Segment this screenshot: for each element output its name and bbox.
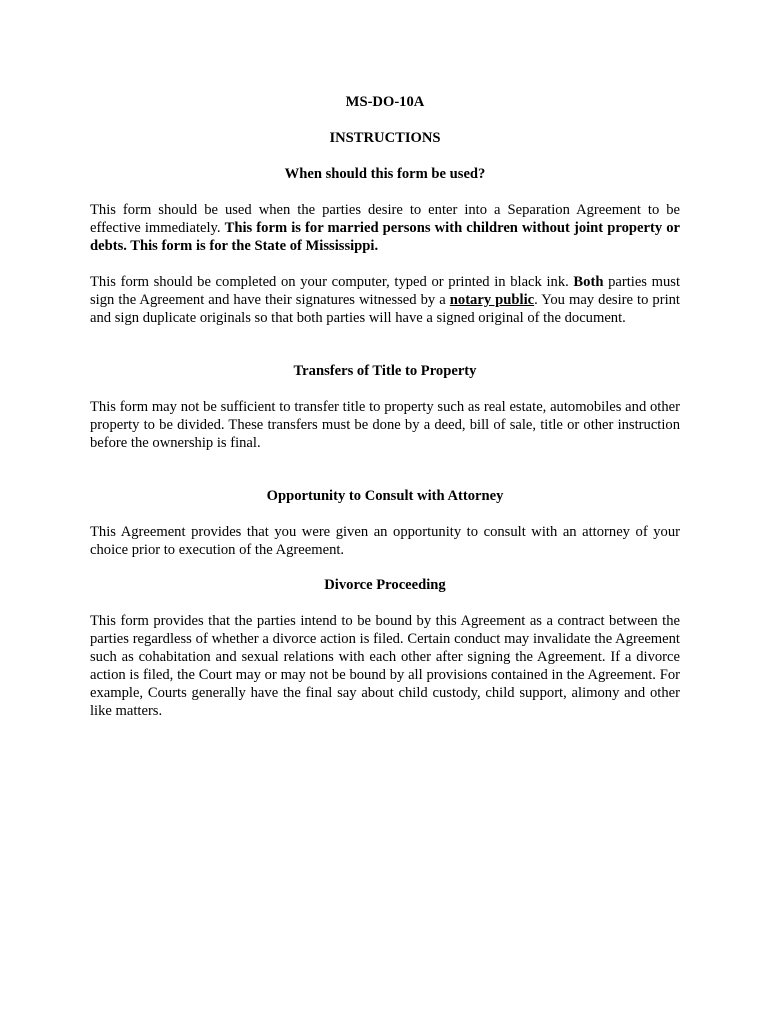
paragraph-completion <box>90 273 680 327</box>
paragraph-text: This form should be used when the parties desire to enter into a Separation Agreement to be effective immediately. <box>90 202 680 236</box>
paragraph-text: . You may desire to print and sign duplicate originals so that both parties will have a signed original of the document. <box>90 292 680 326</box>
paragraph-when-used <box>90 201 680 255</box>
section-heading-transfers: Transfers of Title to Property <box>293 363 477 379</box>
paragraph-bold-text: Both <box>573 274 604 290</box>
section-heading-attorney: Opportunity to Consult with Attorney <box>266 488 504 504</box>
form-id-title: MS-DO-10A <box>345 94 425 110</box>
paragraph-transfers: This form may not be sufficient to transfer title to property such as real estate, automobiles and other property to be divided. These transfers must be done by a deed, bill of sale, title or other instruction before the ownership is final. <box>90 399 680 451</box>
section-heading-divorce: Divorce Proceeding <box>324 577 446 593</box>
section-heading-when-used: When should this form be used? <box>284 166 486 182</box>
instructions-heading: INSTRUCTIONS <box>329 130 441 146</box>
notary-public-text: notary public <box>449 292 535 308</box>
paragraph-attorney: This Agreement provides that you were given an opportunity to consult with an attorney of your choice prior to execution of the Agreement. <box>90 524 680 558</box>
paragraph-bold-text: This form is for married persons with children without joint property or debts. This form is for the State of Mississippi. <box>90 220 680 254</box>
paragraph-text: parties must sign the Agreement and have their signatures witnessed by a <box>90 274 680 308</box>
paragraph-text: This form should be completed on your computer, typed or printed in black ink. <box>90 274 574 290</box>
paragraph-divorce: This form provides that the parties intend to be bound by this Agreement as a contract between the parties regardless of whether a divorce action is filed. Certain conduct may invalidate the Agreement such as cohabitation and sexual relations with each other after signing the Agreement. If a divorce action is filed, the Court may or may not be bound by all provisions contained in the Agreement. For example, Courts generally have the final say about child custody, child support, alimony and other like matters. <box>90 613 680 719</box>
